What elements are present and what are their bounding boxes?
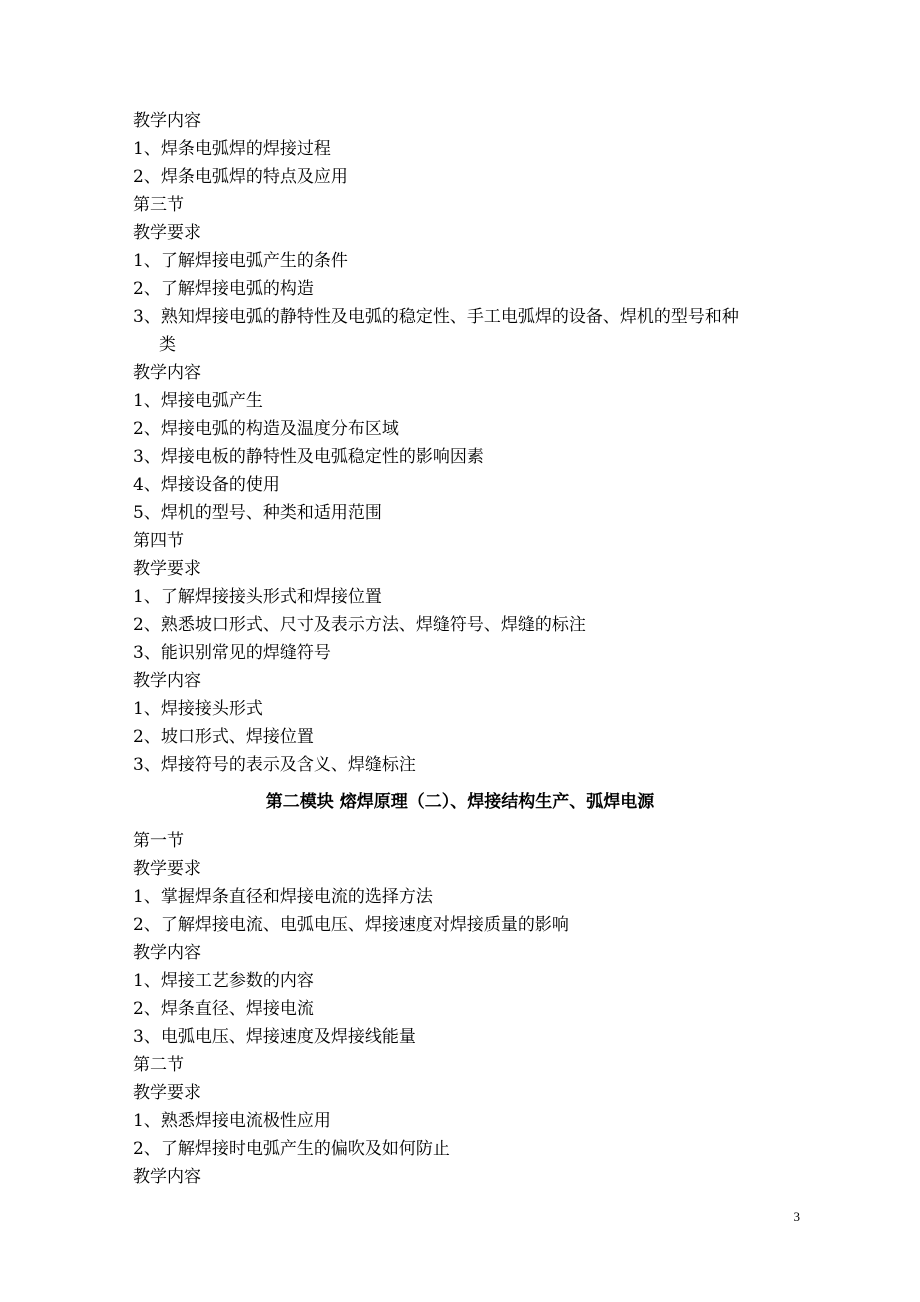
list-item: 2、了解焊接时电弧产生的偏吹及如何防止 <box>133 1139 450 1159</box>
list-item: 3、焊接电板的静特性及电弧稳定性的影响因素 <box>133 447 484 467</box>
section-title: 第四节 <box>133 531 184 551</box>
list-item: 2、了解焊接电弧的构造 <box>133 279 314 299</box>
list-item: 3、电弧电压、焊接速度及焊接线能量 <box>133 1027 416 1047</box>
section-label: 教学内容 <box>133 1167 201 1187</box>
list-item: 2、焊条电弧焊的特点及应用 <box>133 167 348 187</box>
section-title: 第三节 <box>133 195 184 215</box>
section-label: 教学要求 <box>133 559 201 579</box>
list-item: 2、坡口形式、焊接位置 <box>133 727 314 747</box>
section-label: 教学要求 <box>133 859 201 879</box>
list-item: 3、熟知焊接电弧的静特性及电弧的稳定性、手工电弧焊的设备、焊机的型号和种 <box>133 307 739 327</box>
section-label: 教学内容 <box>133 943 201 963</box>
list-item: 1、焊接工艺参数的内容 <box>133 971 314 991</box>
list-item: 3、焊接符号的表示及含义、焊缝标注 <box>133 755 416 775</box>
page-number: 3 <box>793 1209 800 1224</box>
text-block-part1 <box>133 107 803 779</box>
list-item: 2、熟悉坡口形式、尺寸及表示方法、焊缝符号、焊缝的标注 <box>133 615 586 635</box>
section-title: 第二节 <box>133 1055 184 1075</box>
section-label: 教学内容 <box>133 111 201 131</box>
section-label: 教学内容 <box>133 671 201 691</box>
section-label: 教学内容 <box>133 363 201 383</box>
list-item: 2、焊条直径、焊接电流 <box>133 999 314 1019</box>
section-label: 教学要求 <box>133 1083 201 1103</box>
list-item: 4、焊接设备的使用 <box>133 475 280 495</box>
section-label: 教学要求 <box>133 223 201 243</box>
list-item: 1、了解焊接接头形式和焊接位置 <box>133 587 382 607</box>
list-item: 2、了解焊接电流、电弧电压、焊接速度对焊接质量的影响 <box>133 915 569 935</box>
list-item: 5、焊机的型号、种类和适用范围 <box>133 503 382 523</box>
module-heading: 第二模块 熔焊原理（二）、焊接结构生产、弧焊电源 <box>265 792 655 812</box>
list-item: 3、能识别常见的焊缝符号 <box>133 643 331 663</box>
list-item: 1、焊接接头形式 <box>133 699 263 719</box>
list-item: 2、焊接电弧的构造及温度分布区域 <box>133 419 399 439</box>
list-item: 1、熟悉焊接电流极性应用 <box>133 1111 331 1131</box>
list-item: 1、焊条电弧焊的焊接过程 <box>133 139 331 159</box>
list-item: 1、掌握焊条直径和焊接电流的选择方法 <box>133 887 433 907</box>
list-item: 1、了解焊接电弧产生的条件 <box>133 251 348 271</box>
list-item: 1、焊接电弧产生 <box>133 391 263 411</box>
list-item-continuation: 类 <box>159 335 176 355</box>
section-title: 第一节 <box>133 831 184 851</box>
text-block-part2 <box>133 827 803 1191</box>
